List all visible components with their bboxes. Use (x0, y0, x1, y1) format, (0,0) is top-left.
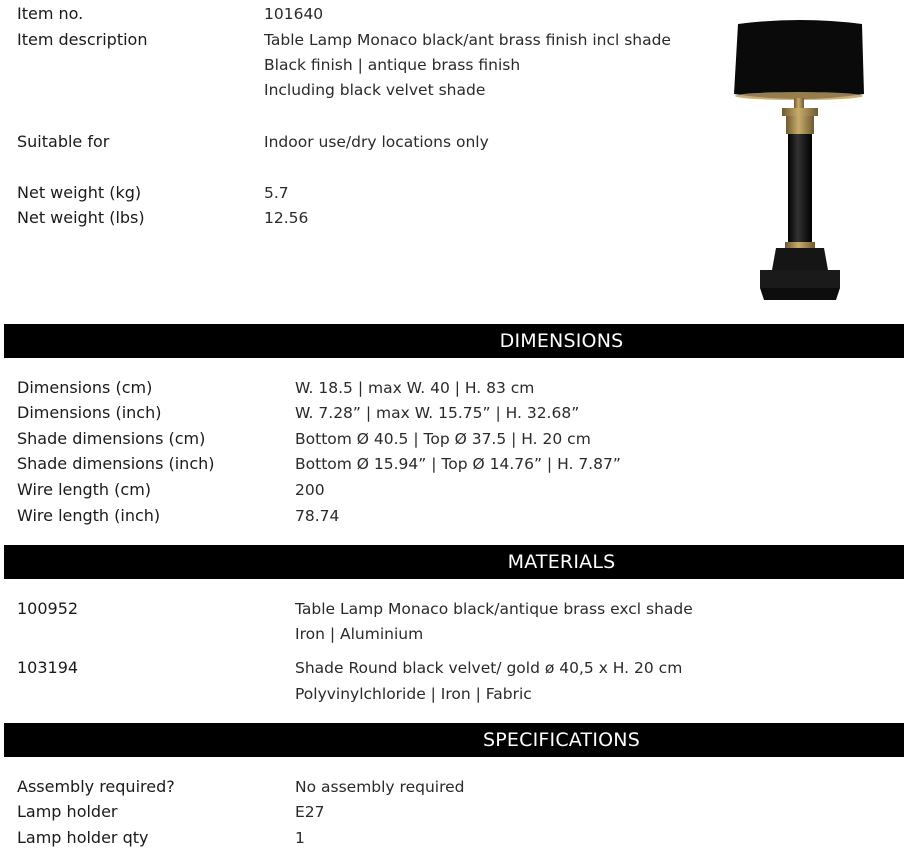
material-name-1: Table Lamp Monaco black/antique brass excl shade (295, 600, 693, 618)
item-description-label: Item description (17, 30, 148, 49)
lamp-holder-qty-value: 1 (295, 829, 305, 847)
lamp-shade (734, 20, 864, 99)
wire-length-inch-label: Wire length (inch) (17, 506, 161, 525)
table-lamp-image (730, 18, 870, 308)
material-name-2: Shade Round black velvet/ gold ø 40,5 x H. 20 cm (295, 659, 683, 677)
wire-length-inch-value: 78.74 (295, 507, 340, 525)
material-composition-2: Polyvinylchloride | Iron | Fabric (295, 685, 532, 703)
suitable-label: Suitable for (17, 132, 110, 151)
specifications-header: SPECIFICATIONS (4, 723, 904, 757)
wire-length-cm-label: Wire length (cm) (17, 480, 152, 499)
lamp-holder-label: Lamp holder (17, 802, 118, 821)
net-weight-kg-label: Net weight (kg) (17, 183, 142, 202)
lamp-holder-value: E27 (295, 803, 325, 821)
materials-header: MATERIALS (4, 545, 904, 579)
item-description-line-2: Black finish | antique brass finish (264, 56, 521, 74)
material-code-1: 100952 (17, 599, 79, 618)
dimensions-inch-value: W. 7.28” | max W. 15.75” | H. 32.68” (295, 404, 580, 422)
assembly-required-label: Assembly required? (17, 777, 175, 796)
shade-dimensions-cm-label: Shade dimensions (cm) (17, 429, 206, 448)
dimensions-cm-value: W. 18.5 | max W. 40 | H. 83 cm (295, 379, 535, 397)
lamp-holder-qty-label: Lamp holder qty (17, 828, 149, 847)
suitable-value: Indoor use/dry locations only (264, 133, 489, 151)
net-weight-lbs-label: Net weight (lbs) (17, 208, 145, 227)
net-weight-kg-value: 5.7 (264, 184, 289, 202)
net-weight-lbs-value: 12.56 (264, 209, 309, 227)
dimensions-inch-label: Dimensions (inch) (17, 403, 162, 422)
shade-dimensions-cm-value: Bottom Ø 40.5 | Top Ø 37.5 | H. 20 cm (295, 430, 591, 448)
material-composition-1: Iron | Aluminium (295, 625, 424, 643)
shade-dimensions-inch-label: Shade dimensions (inch) (17, 454, 215, 473)
item-description-line-3: Including black velvet shade (264, 81, 486, 99)
shade-dimensions-inch-value: Bottom Ø 15.94” | Top Ø 14.76” | H. 7.87” (295, 455, 621, 473)
wire-length-cm-value: 200 (295, 481, 325, 499)
material-code-2: 103194 (17, 658, 79, 677)
item-description-line-1: Table Lamp Monaco black/ant brass finish incl shade (264, 31, 671, 49)
dimensions-cm-label: Dimensions (cm) (17, 378, 153, 397)
assembly-required-value: No assembly required (295, 778, 465, 796)
item-no-value: 101640 (264, 5, 324, 23)
item-no-label: Item no. (17, 4, 84, 23)
dimensions-header: DIMENSIONS (4, 324, 904, 358)
